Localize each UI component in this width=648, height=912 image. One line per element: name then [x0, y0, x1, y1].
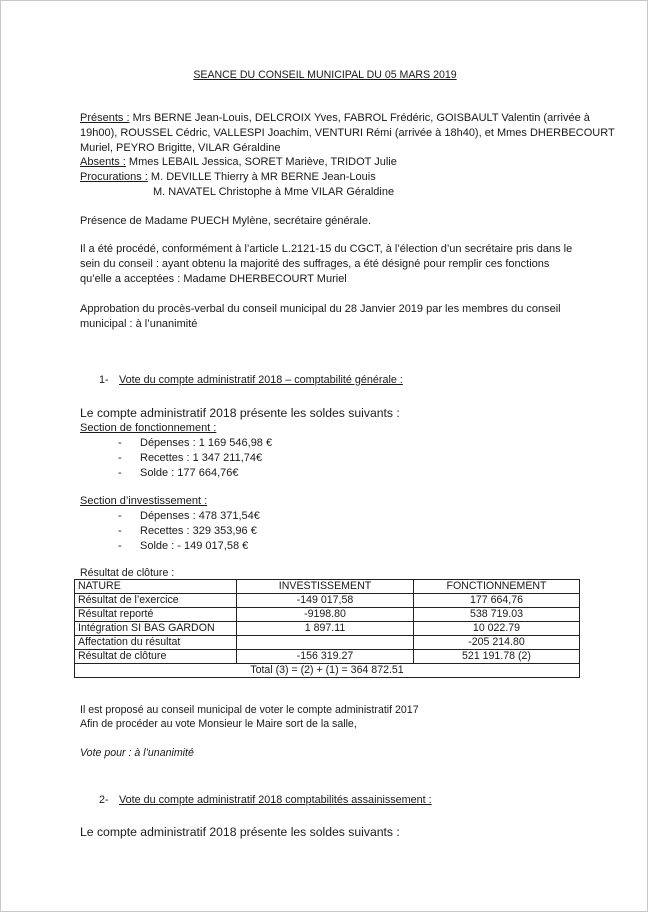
propose-line-1: Il est proposé au conseil municipal de voter le compte administratif 2017 — [80, 704, 419, 716]
table-row — [75, 650, 580, 664]
table-header-row — [75, 580, 580, 594]
investissement-label: Section d’investissement : — [80, 495, 208, 507]
procede-line-2: sein du conseil : ayant obtenu la majorité des suffrages, a été désigné pour remplir ces fonctions — [80, 258, 550, 270]
investissement-depenses: - Dépenses : 478 371,54€ — [118, 510, 260, 522]
section-2-intro: Le compte administratif 2018 présente les soldes suivants : — [80, 825, 400, 839]
procurations-label: Procurations : — [80, 171, 148, 183]
table-cell: 10 022.79 — [414, 622, 580, 636]
table-cell: Résultat reporté — [75, 608, 237, 622]
presents-line-3: Muriel, PEYRO Brigitte, VILAR Géraldine — [80, 142, 281, 154]
table-cell: 1 897.11 — [237, 622, 414, 636]
section-2-heading — [99, 794, 432, 806]
procurations-line-1 — [80, 169, 376, 185]
approbation-line-1: Approbation du procès-verbal du conseil municipal du 28 Janvier 2019 par les membres du conseil — [80, 303, 561, 315]
absents-label: Absents : — [80, 156, 126, 168]
resultat-cloture-label: Résultat de clôture : — [80, 567, 175, 579]
section-1-intro: Le compte administratif 2018 présente les soldes suivants : — [80, 406, 400, 420]
table-cell: 538 719.03 — [414, 608, 580, 622]
fonctionnement-recettes: - Recettes : 1 347 211,74€ — [118, 452, 263, 464]
table-row — [75, 594, 580, 608]
section-2-title: Vote du compte administratif 2018 comptabilités assainissement : — [119, 794, 432, 806]
table-row — [75, 636, 580, 650]
table-total-row — [75, 664, 580, 678]
table-row — [75, 608, 580, 622]
table-cell: -156 319.27 — [237, 650, 414, 664]
procede-line-3: qu’elle a acceptées : Madame DHERBECOURT Muriel — [80, 273, 347, 285]
propose-line-2: Afin de procéder au vote Monsieur le Maire sort de la salle, — [80, 718, 357, 730]
investissement-solde: - Solde : - 149 017,58 € — [118, 540, 249, 552]
table-cell: Résultat de l’exercice — [75, 594, 237, 608]
presents-label: Présents : — [80, 112, 130, 124]
approbation-line-2: municipal : à l’unanimité — [80, 318, 198, 330]
table-cell: Affectation du résultat — [75, 636, 237, 650]
absents-text: Mmes LEBAIL Jessica, SORET Mariève, TRIDOT Julie — [125, 156, 397, 168]
table-header-cell: FONCTIONNEMENT — [414, 580, 580, 594]
procurations-line-2: M. NAVATEL Christophe à Mme VILAR Géraldine — [153, 186, 395, 198]
vote-text: Vote pour : à l’unanimité — [80, 747, 194, 759]
section-1-heading — [99, 374, 403, 386]
table-cell: Résultat de clôture — [75, 650, 237, 664]
table-cell: -205 214.80 — [414, 636, 580, 650]
fonctionnement-depenses: - Dépenses : 1 169 546,98 € — [118, 437, 273, 449]
table-cell: -9198.80 — [237, 608, 414, 622]
fonctionnement-solde: - Solde : 177 664,76€ — [118, 467, 239, 479]
procede-line-1: Il a été procédé, conformément à l’article L.2121-15 du CGCT, à l’élection d’un secrétaire pris dans le — [80, 243, 573, 255]
fonctionnement-label: Section de fonctionnement : — [80, 422, 217, 434]
investissement-recettes: - Recettes : 329 353,96 € — [118, 525, 257, 537]
table-cell: Intégration SI BAS GARDON — [75, 622, 237, 636]
table-row — [75, 622, 580, 636]
section-1-title: Vote du compte administratif 2018 – comptabilité générale : — [119, 374, 403, 386]
table-cell: 177 664,76 — [414, 594, 580, 608]
presents-text-1: Mrs BERNE Jean-Louis, DELCROIX Yves, FABROL Frédéric, GOISBAULT Valentin (arrivée à — [129, 112, 590, 124]
presents-line-2: 19h00), ROUSSEL Cédric, VALLESPI Joachim, VENTURI Rémi (arrivée à 18h40), et Mmes DHERBECOURT — [80, 127, 615, 139]
vote-line — [80, 746, 194, 760]
table-header-cell: NATURE — [75, 580, 237, 594]
table-total-cell: Total (3) = (2) + (1) = 364 872.51 — [75, 664, 580, 678]
section-2-number: 2- — [99, 794, 109, 806]
table-header-cell: INVESTISSEMENT — [237, 580, 414, 594]
table-cell: -149 017,58 — [237, 594, 414, 608]
table-cell — [237, 636, 414, 650]
absents-line — [80, 154, 397, 170]
table-cell: 521 191.78 (2) — [414, 650, 580, 664]
presence-paragraph: Présence de Madame PUECH Mylène, secrétaire générale. — [80, 215, 372, 227]
page-title: SEANCE DU CONSEIL MUNICIPAL DU 05 MARS 2019 — [193, 69, 457, 81]
section-1-number: 1- — [99, 374, 109, 386]
resultat-table — [74, 579, 580, 678]
procurations-text-1: M. DEVILLE Thierry à MR BERNE Jean-Louis — [147, 171, 376, 183]
presents-line-1 — [80, 110, 590, 126]
